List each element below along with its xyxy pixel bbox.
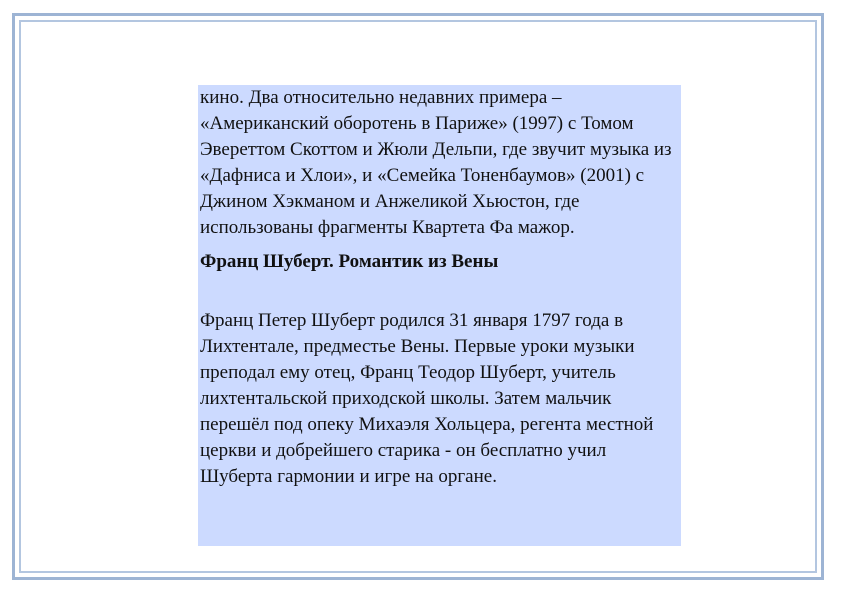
paragraph-1: кино. Два относительно недавних примера – «Американский оборотень в Париже» (1997) с Томом Эвереттом Скоттом и Жюли Дельпи, где звучит музыка из «Дафниса и Хлои», и «Семейка Тоненбаумов» (2001) с Джином Хэкманом и Анжеликой Хьюстон, где использованы фрагменты Квартета Фа мажор. — [200, 87, 672, 238]
section-heading: Франц Шуберт. Романтик из Вены — [200, 251, 499, 273]
text-block — [198, 85, 681, 546]
paragraph-2: Франц Петер Шуберт родился 31 января 1797 года в Лихтентале, предместье Вены. Первые уроки музыки преподал ему отец, Франц Теодор Шуберт, учитель лихтентальской приходской школы. Затем мальчик перешёл под опеку Михаэля Хольцера, регента местной церкви и добрейшего старика - он бесплатно учил Шуберта гармонии и игре на органе. — [200, 310, 654, 487]
